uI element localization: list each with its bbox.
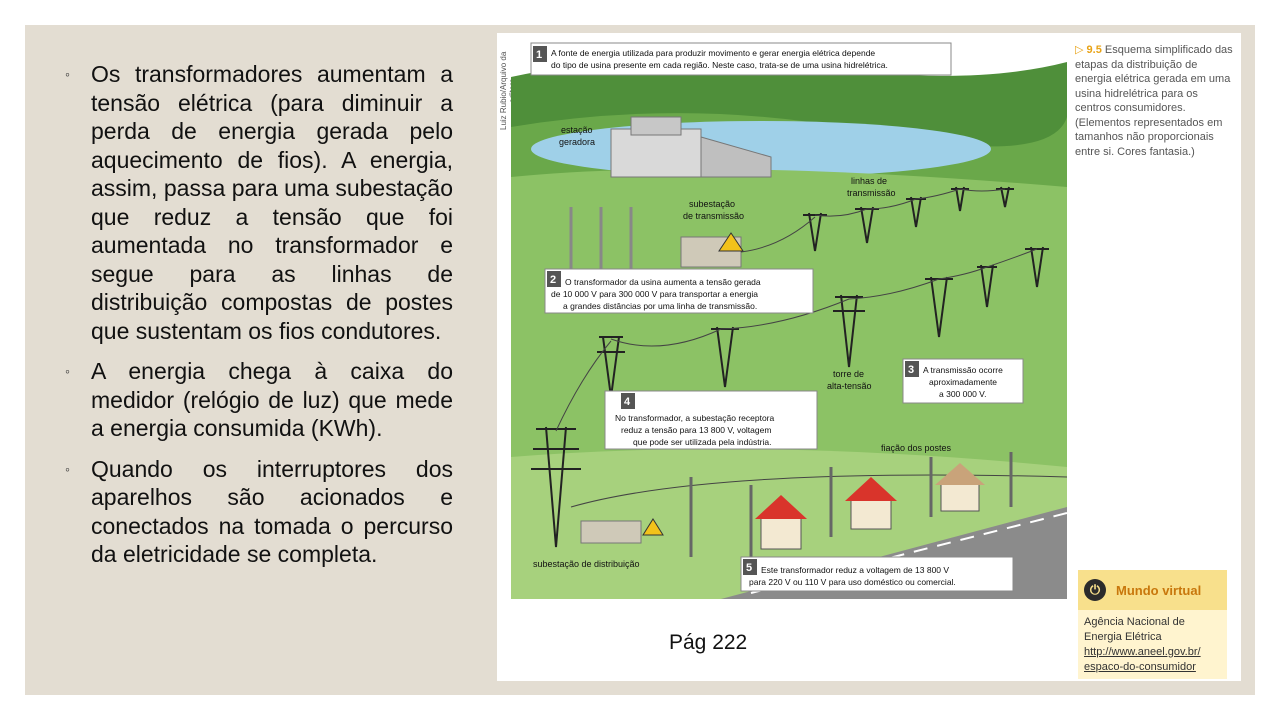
caption-number: 9.5 [1086, 44, 1102, 56]
label-subestacao-transmissao: subestação [689, 199, 736, 209]
callout-number: 4 [624, 396, 631, 408]
callout-5 [741, 557, 1013, 591]
label-linhas-transmissao: linhas de [851, 176, 888, 186]
mundo-virtual-box [1078, 570, 1227, 679]
callout-text: reduz a tensão para 13 800 V, voltagem [621, 425, 772, 435]
callout-text: que pode ser utilizada pela indústria. [633, 437, 772, 447]
callout-1 [531, 43, 951, 75]
bullet-text: A energia chega à caixa do medidor (relógio de luz) que mede a energia consumida (KWh). [91, 358, 453, 441]
energy-distribution-illustration [511, 37, 1067, 599]
aneel-link-path[interactable]: espaco-do-consumidor [1084, 661, 1196, 673]
callout-text: O transformador da usina aumenta a tensão gerada [565, 277, 761, 287]
label-subestacao-distribuicao: subestação de distribuição [533, 559, 640, 569]
callout-text: do tipo de usina presente em cada região. Neste caso, trata-se de uma usina hidrelétrica. [551, 60, 888, 70]
power-icon: ⏻ [1084, 579, 1106, 601]
callout-3 [903, 359, 1023, 403]
label-torre: torre de [833, 369, 865, 379]
bullet-item [63, 60, 453, 345]
bullet-text: Quando os interruptores dos aparelhos são acionados e conectados na tomada o percurso da eletricidade se completa. [91, 455, 453, 567]
callout-text: a 300 000 V. [939, 389, 987, 399]
bullet-list [63, 60, 453, 581]
callout-number: 2 [550, 274, 557, 286]
label-fiacao-postes: fiação dos postes [881, 443, 952, 453]
label-torre-2: alta-tensão [827, 381, 872, 391]
bullet-text: Os transformadores aumentam a tensão elétrica (para diminuir a perda de energia gerada pelo aquecimento de fios). A energia, assim, passa para uma subestação que reduz a tensão que foi aumentada no transformador e segue para as linhas de distribuição compostas de postes que sustentam os fios condutores. [91, 61, 453, 344]
callout-text: aproximadamente [929, 377, 998, 387]
bullet-item [63, 357, 453, 443]
mundo-virtual-header [1078, 570, 1227, 610]
callout-number: 5 [746, 562, 753, 574]
mundo-virtual-org: Agência Nacional de Energia Elétrica [1084, 616, 1185, 643]
label-estacao-geradora-2: geradora [559, 137, 596, 147]
caption-text: Esquema simplificado das etapas da distribuição de energia elétrica gerada em uma usina hidrelétrica para os centros consumidores. (Elementos representados em tamanhos não proporcionais entre si. Cores fantasia.) [1075, 44, 1233, 158]
callout-text: a grandes distâncias por uma linha de transmissão. [563, 301, 758, 311]
bullet-marker: ◦ [65, 363, 70, 379]
slide [25, 25, 1255, 695]
caption-arrow-icon: ▷ [1075, 44, 1084, 56]
label-subestacao-transmissao-2: de transmissão [683, 211, 745, 221]
bullet-marker: ◦ [65, 66, 70, 82]
textbook-figure [497, 33, 1241, 681]
aneel-link[interactable]: http://www.aneel.gov.br/ [1084, 646, 1201, 658]
callout-text: Este transformador reduz a voltagem de 13 800 V [761, 565, 950, 575]
callout-number: 1 [536, 49, 543, 61]
callout-text: de 10 000 V para 300 000 V para transportar a energia [551, 289, 758, 299]
callout-text: para 220 V ou 110 V para uso doméstico ou comercial. [749, 577, 956, 587]
callout-4 [605, 391, 817, 449]
callout-text: A fonte de energia utilizada para produzir movimento e gerar energia elétrica depende [551, 48, 876, 58]
label-estacao-geradora: estação [561, 125, 593, 135]
bullet-item [63, 455, 453, 569]
figure-caption [1075, 43, 1237, 159]
bullet-marker: ◦ [65, 460, 70, 477]
callout-number: 3 [908, 364, 915, 376]
mundo-virtual-title: Mundo virtual [1116, 582, 1202, 598]
callout-text: A transmissão ocorre [923, 365, 1003, 375]
mundo-virtual-body [1078, 610, 1227, 680]
label-linhas-transmissao-2: transmissão [847, 188, 896, 198]
callout-2 [545, 269, 813, 313]
image-credit: Luiz Rubio/Arquivo da [499, 51, 508, 131]
page-reference: Pág 222 [669, 631, 748, 654]
callout-text: No transformador, a subestação receptora [615, 413, 775, 423]
